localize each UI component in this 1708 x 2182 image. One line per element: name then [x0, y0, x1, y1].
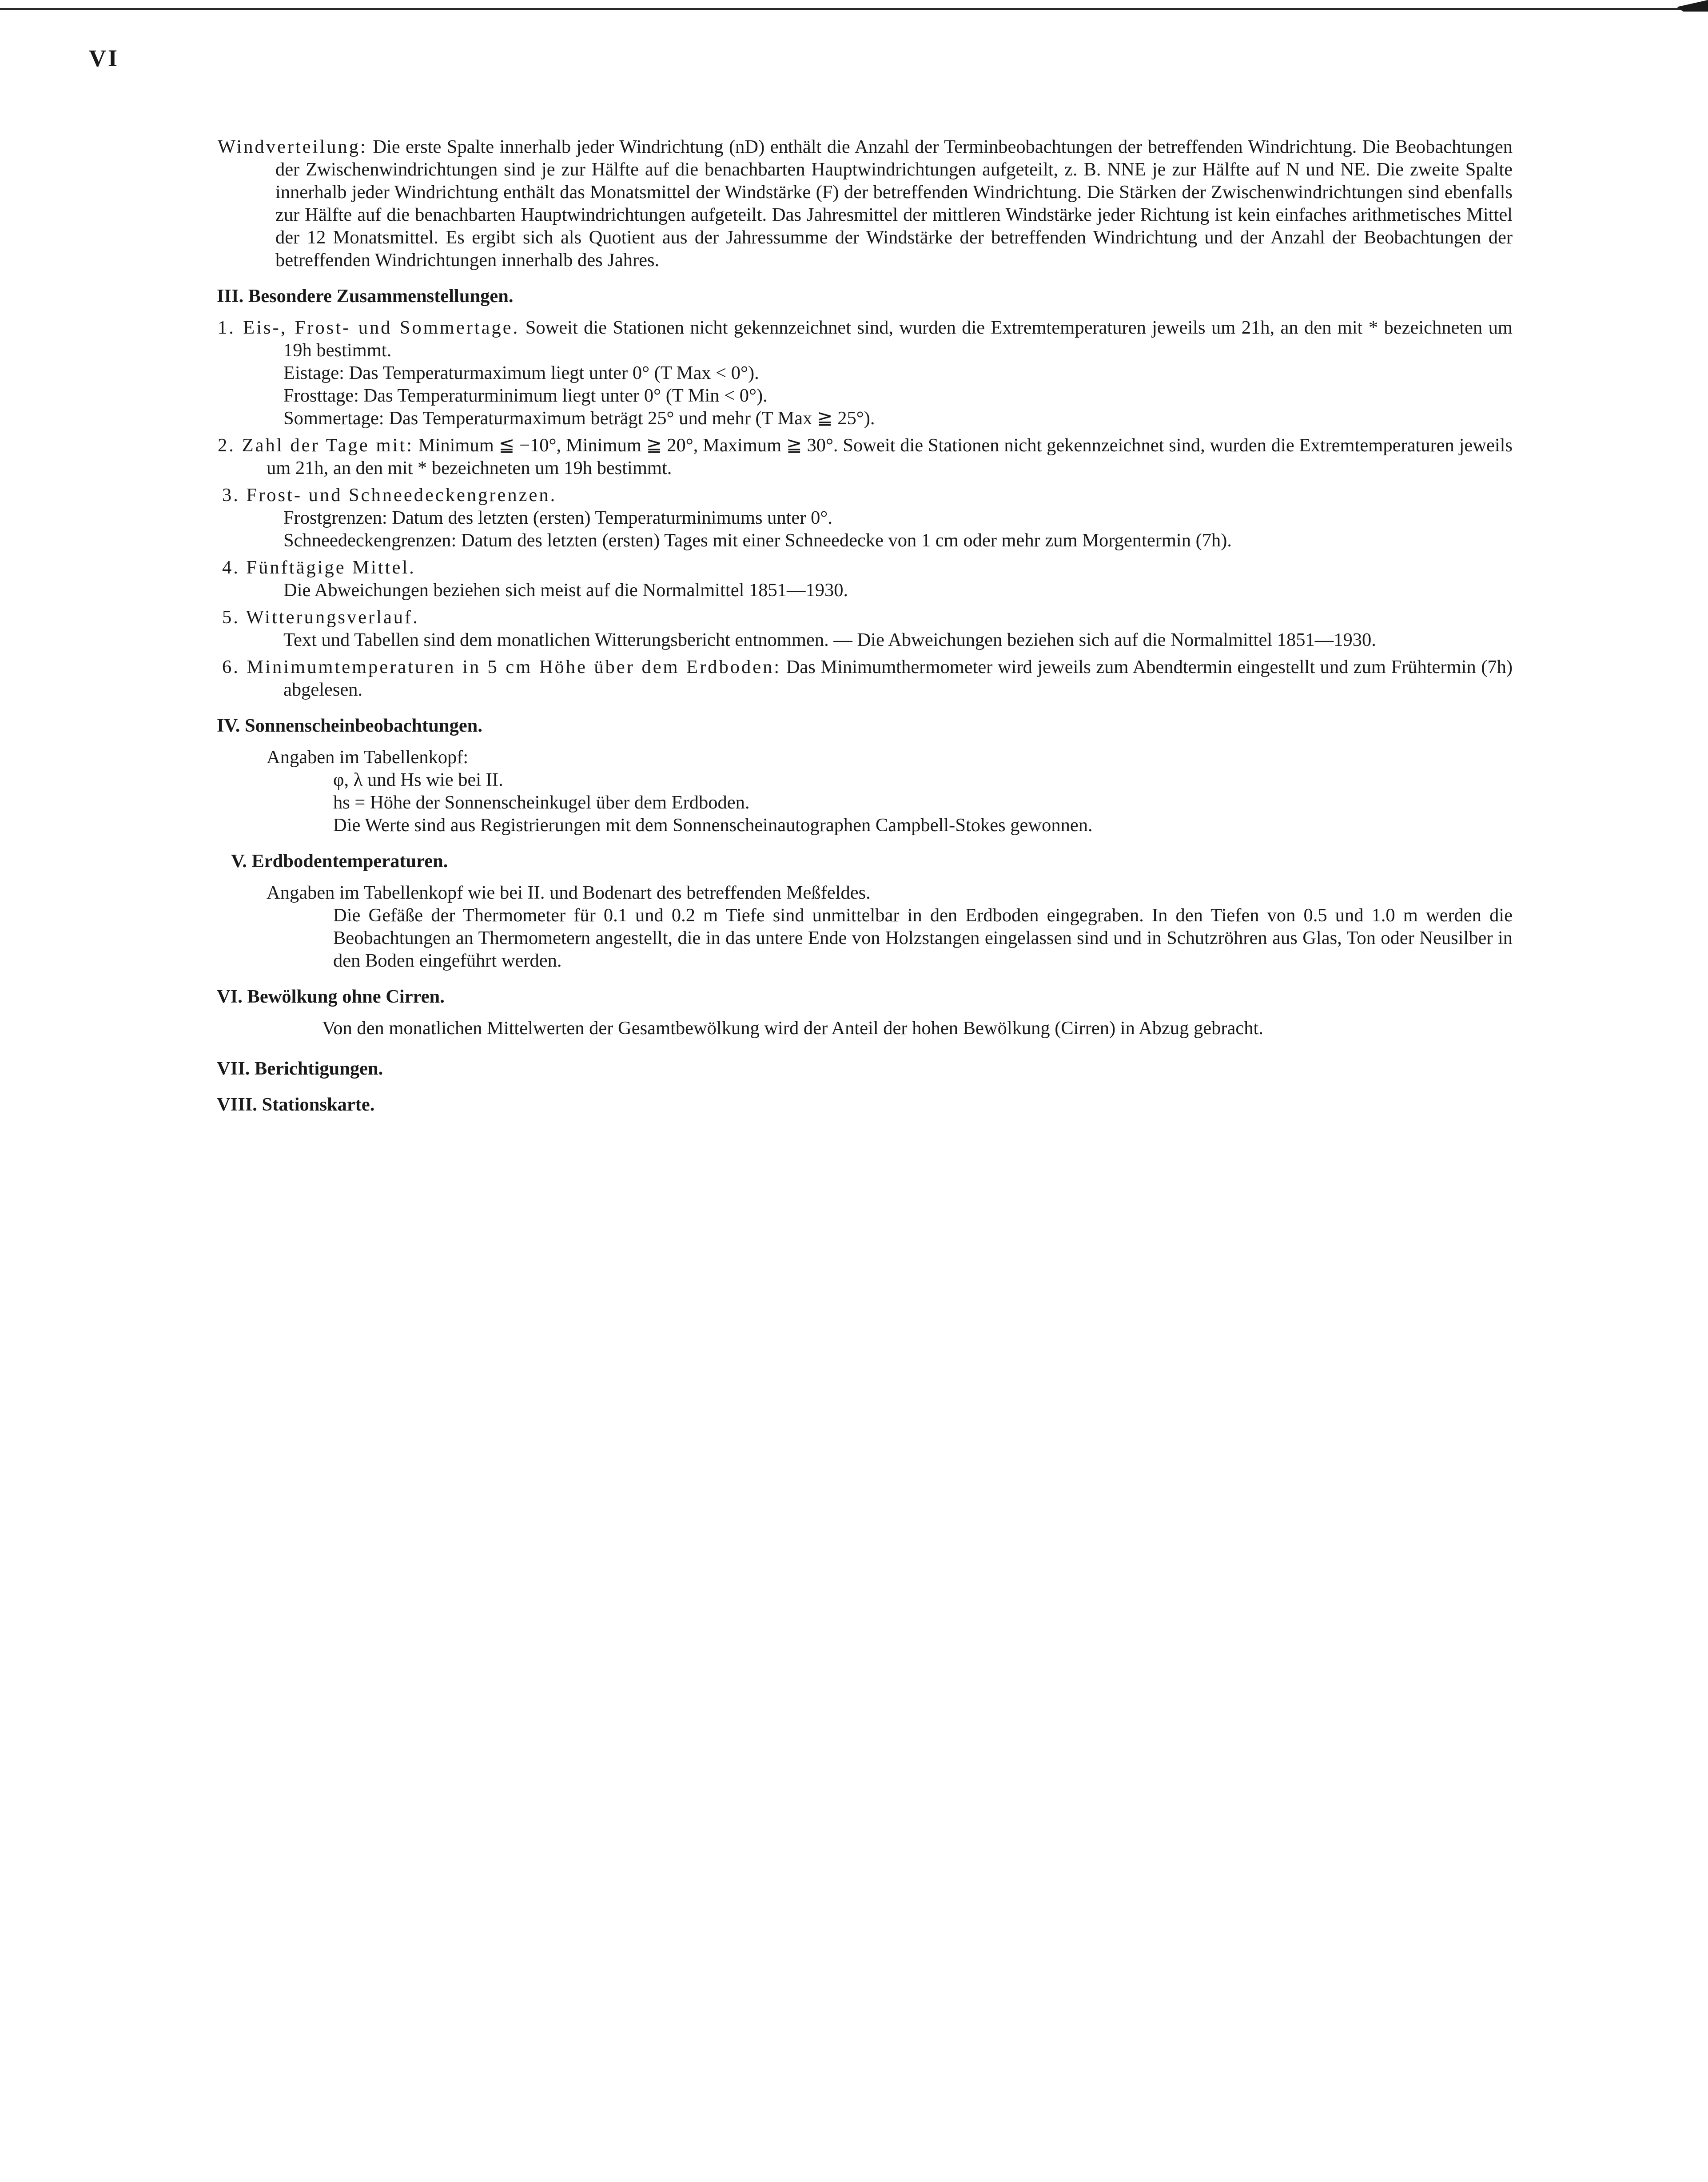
- section-heading-vii: VII. Berichtigungen.: [217, 1058, 383, 1079]
- item-2-text: Minimum ≦ −10°, Minimum ≧ 20°, Maximum ≧ 30°. Soweit die Stationen nicht gekennzeichnet sind, wurden die Extremtemperaturen jeweils um 21h, an den mit * bezeichneten um 19h bestimmt.: [267, 435, 1513, 478]
- item-minimum-temperatures: [218, 656, 1513, 701]
- top-rule: [0, 8, 1708, 10]
- snow-cover-limits-line: Schneedeckengrenzen: Datum des letzten (ersten) Tages mit einer Schneedecke von 1 cm oder mehr zum Morgentermin (7h).: [283, 530, 1232, 551]
- weather-course-text: Text und Tabellen sind dem monatlichen Witterungsbericht entnommen. — Die Abweichungen beziehen sich auf die Normalmittel 1851—1930.: [283, 629, 1376, 650]
- wind-distribution-label: Windverteilung:: [218, 136, 367, 157]
- ice-days-line: Eistage: Das Temperaturmaximum liegt unter 0° (T Max < 0°).: [283, 362, 759, 383]
- item-2-heading: 2. Zahl der Tage mit:: [218, 435, 414, 456]
- sunshine-line-3: Die Werte sind aus Registrierungen mit dem Sonnenscheinautographen Campbell-Stokes gewonnen.: [333, 815, 1093, 836]
- item-ice-frost-summer-days: [218, 316, 1513, 430]
- item-6-heading: 6. Minimumtemperaturen in 5 cm Höhe über dem Erdboden:: [222, 657, 781, 677]
- cloudiness-text: Von den monatlichen Mittelwerten der Gesamtbewölkung wird der Anteil der hohen Bewölkung (Cirren) in Abzug gebracht.: [322, 1018, 1263, 1039]
- sunshine-line-1: φ, λ und Hs wie bei II.: [333, 769, 503, 790]
- item-1-heading: 1. Eis-, Frost- und Sommertage.: [218, 317, 520, 338]
- item-frost-snow-limits: [218, 484, 1513, 552]
- item-3-heading: 3. Frost- und Schneedeckengrenzen.: [222, 485, 557, 506]
- item-five-day-means: [218, 556, 1513, 601]
- frost-limits-line: Frostgrenzen: Datum des letzten (ersten) Temperaturminimums unter 0°.: [283, 507, 832, 528]
- section-heading-iv: IV. Sonnenscheinbeobachtungen.: [217, 715, 482, 736]
- sunshine-line-2: hs = Höhe der Sonnenscheinkugel über dem Erdboden.: [333, 792, 750, 813]
- section-heading-iii: III. Besondere Zusammenstellungen.: [217, 286, 514, 307]
- page-number: VI: [89, 45, 119, 72]
- item-4-heading: 4. Fünftägige Mittel.: [222, 557, 416, 578]
- item-1-text: Soweit die Stationen nicht gekennzeichnet sind, wurden die Extremtemperaturen jeweils um 21h, an den mit * bezeichneten um 19h bestimmt.: [283, 317, 1513, 361]
- item-weather-course: [218, 606, 1513, 651]
- item-6-text: Das Minimumthermometer wird jeweils zum Abendtermin eingestellt und zum Frühtermin (7h) abgelesen.: [283, 657, 1513, 700]
- five-day-means-text: Die Abweichungen beziehen sich meist auf die Normalmittel 1851—1930.: [283, 580, 848, 601]
- page-edge-mark: [1677, 0, 1708, 12]
- item-5-heading: 5. Witterungsverlauf.: [222, 607, 419, 628]
- section-heading-vi: VI. Bewölkung ohne Cirren.: [217, 986, 445, 1007]
- section-heading-v: V. Erdbodentemperaturen.: [231, 851, 448, 872]
- sunshine-intro: Angaben im Tabellenkopf:: [267, 747, 469, 768]
- summer-days-line: Sommertage: Das Temperaturmaximum beträgt 25° und mehr (T Max ≧ 25°).: [283, 408, 875, 429]
- wind-distribution-paragraph: [218, 135, 1513, 271]
- item-days-count: [218, 434, 1513, 479]
- section-heading-viii: VIII. Stationskarte.: [217, 1094, 375, 1115]
- wind-distribution-text: Die erste Spalte innerhalb jeder Windrichtung (nD) enthält die Anzahl der Terminbeobachtungen der betreffenden Windrichtung. Die Beobachtungen der Zwischenwindrichtungen sind je zur Hälfte auf die benachbarten Hauptwindrichtungen aufgeteilt, z. B. NNE je zur Hälfte auf N und NE. Die zweite Spalte innerhalb jeder Windrichtung enthält das Monatsmittel der Windstärke (F) der betreffenden Windrichtung. Die Stärken der Zwischenwindrichtungen sind ebenfalls zur Hälfte auf die benachbarten Hauptwindrichtungen aufgeteilt. Das Jahresmittel der mittleren Windstärke jeder Richtung ist kein einfaches arithmetisches Mittel der 12 Monatsmittel. Es ergibt sich als Quotient aus der Jahressumme der Windstärke der betreffenden Windrichtung und der Anzahl der Beobachtungen der betreffenden Windrichtungen innerhalb des Jahres.: [275, 136, 1513, 271]
- soil-temp-text: Die Gefäße der Thermometer für 0.1 und 0.2 m Tiefe sind unmittelbar in den Erdboden eingegraben. In den Tiefen von 0.5 und 1.0 m werden die Beobachtungen an Thermometern angestellt, die in das untere Ende von Holzstangen eingelassen sind und in Schutzröhren aus Glas, Ton oder Neusilber in den Boden eingeführt werden.: [333, 905, 1513, 971]
- document-body: [218, 135, 1513, 1125]
- frost-days-line: Frosttage: Das Temperaturminimum liegt unter 0° (T Min < 0°).: [283, 385, 768, 406]
- soil-temp-intro: Angaben im Tabellenkopf wie bei II. und Bodenart des betreffenden Meßfeldes.: [267, 882, 871, 903]
